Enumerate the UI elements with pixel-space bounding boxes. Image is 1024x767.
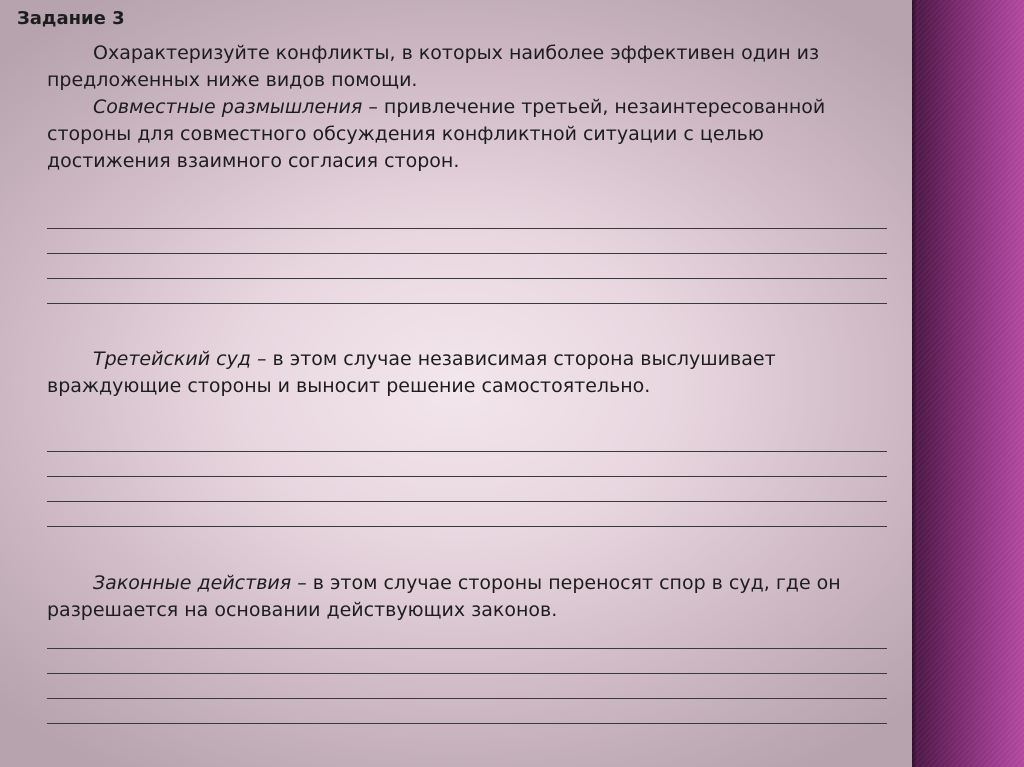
answer-line[interactable] [47,253,887,254]
section-legal-actions [47,570,867,624]
section-term: Третейский суд [93,348,251,370]
answer-line[interactable] [47,278,887,279]
section-description: – в этом случае стороны переносят спор в суд, где он разрешается на основании действующих законов. [47,572,841,621]
answer-line[interactable] [47,526,887,527]
task-intro: Охарактеризуйте конфликты, в которых наиболее эффективен один из предложенных ниже видов помощи. [47,42,820,91]
answer-line[interactable] [47,501,887,502]
answer-line[interactable] [47,648,887,649]
answer-lines-3 [47,648,887,724]
answer-line[interactable] [47,723,887,724]
answer-lines-1 [47,228,887,304]
answer-line[interactable] [47,698,887,699]
decorative-side-bar [912,0,1024,767]
section-description: – в этом случае независимая сторона выслушивает враждующие стороны и выносит решение самостоятельно. [47,348,776,397]
section-description: – привлечение третьей, незаинтересованной стороны для совместного обсуждения конфликтной ситуации с целью достижения взаимного согласия сторон. [47,96,826,172]
answer-line[interactable] [47,228,887,229]
section-term: Совместные размышления [93,96,363,118]
answer-line[interactable] [47,476,887,477]
section-arbitration [47,346,867,400]
section-joint-reflection [47,94,867,175]
answer-line[interactable] [47,303,887,304]
task-title: Задание 3 [17,8,125,29]
answer-line[interactable] [47,673,887,674]
answer-line[interactable] [47,451,887,452]
answer-lines-2 [47,451,887,527]
section-term: Законные действия [93,572,292,594]
